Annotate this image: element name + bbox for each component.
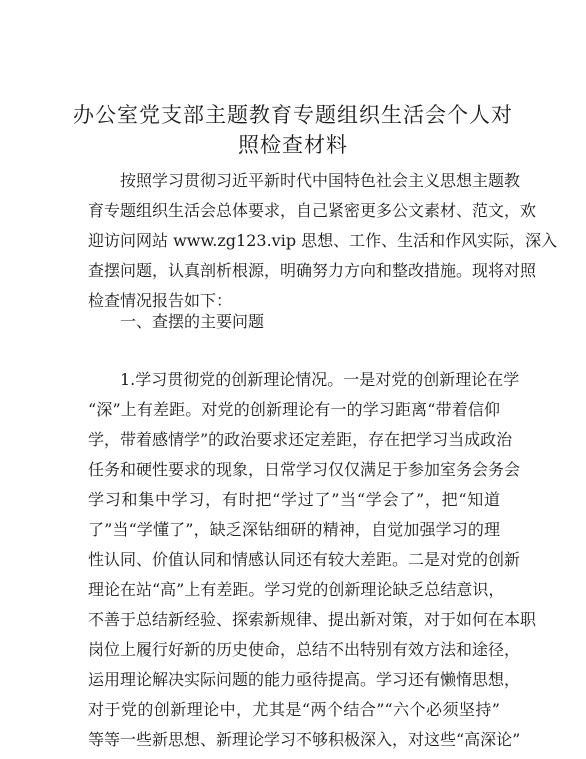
paragraph-line: 学习和集中学习，有时把“学过了”当“学会了”，把“知道 bbox=[88, 490, 500, 509]
paragraph-line: 等等一些新思想、新理论学习不够积极深入，对这些“高深论” bbox=[88, 730, 521, 749]
title-line: 照检查材料 bbox=[238, 133, 348, 157]
title-line: 办公室党支部主题教育专题组织生活会个人对 bbox=[73, 103, 513, 127]
paragraph-line: 不善于总结新经验、探索新规律、提出新对策，对于如何在本职 bbox=[88, 610, 537, 629]
paragraph-line: 对于党的创新理论中，尤其是“两个结合”“六个必须坚持” bbox=[88, 700, 500, 719]
paragraph-line: “深”上有差距。对党的创新理论有一的学习距离“带着信仰 bbox=[88, 400, 500, 419]
document-title bbox=[60, 100, 526, 160]
paragraph-line: 岗位上履行好新的历史使命，总结不出特别有效方法和途径， bbox=[88, 640, 521, 659]
paragraph-line: 1.学习贯彻党的创新理论情况。一是对党的创新理论在学 bbox=[120, 370, 520, 389]
paragraph-line: 学，带着感情学”的政治要求还定差距，存在把学习当成政治 bbox=[88, 430, 513, 449]
paragraph-line: 查摆问题，认真剖析根源，明确努力方向和整改措施。现将对照 bbox=[88, 261, 537, 280]
paragraph-line: 育专题组织生活会总体要求，自己紧密更多公文素材、范文，欢 bbox=[88, 201, 537, 220]
paragraph-line: 运用理论解决实际问题的能力亟待提高。学习还有懒惰思想， bbox=[88, 670, 521, 689]
paragraph-line: 理论在站“高”上有差距。学习党的创新理论缺乏总结意识， bbox=[88, 580, 505, 599]
paragraph-line: 迎访问网站 www.zg123.vip 思想、工作、生活和作风实际，深入 bbox=[88, 231, 558, 250]
section-heading bbox=[88, 307, 500, 337]
paragraph-line: 性认同、价值认同和情感认同还有较大差距。二是对党的创新 bbox=[88, 550, 521, 569]
paragraph-line: 了”当“学懂了”，缺乏深钻细研的精神，自觉加强学习的理 bbox=[88, 520, 500, 539]
heading-text: 一、查摆的主要问题 bbox=[120, 312, 265, 331]
paragraph-line: 检查情况报告如下： bbox=[88, 291, 233, 310]
paragraph-line: 按照学习贯彻习近平新时代中国特色社会主义思想主题教 bbox=[120, 171, 521, 190]
section-paragraph bbox=[88, 365, 537, 755]
intro-paragraph bbox=[88, 166, 558, 316]
paragraph-line: 任务和硬性要求的现象，日常学习仅仅满足于参加室务会务会 bbox=[88, 460, 521, 479]
